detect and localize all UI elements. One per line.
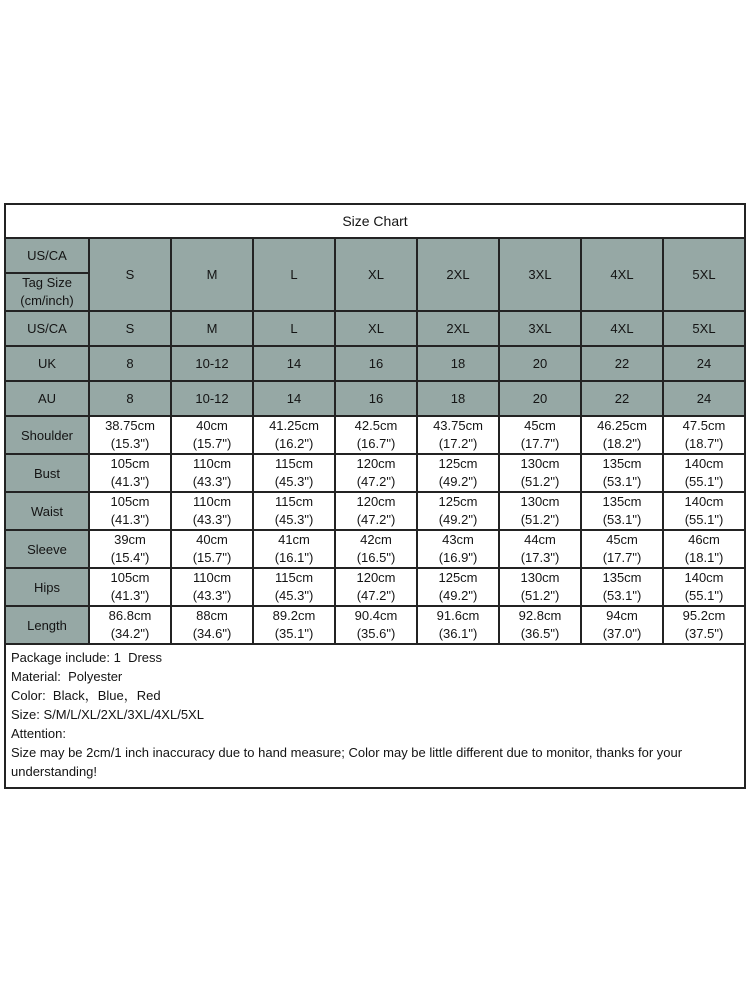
size-cell: 22 xyxy=(581,381,663,416)
notes-section xyxy=(4,645,746,789)
size-cell: 18 xyxy=(417,381,499,416)
note-color: Color: Black，Blue，Red xyxy=(11,688,161,703)
size-cell: S xyxy=(89,311,171,346)
measurement-cell: 140cm (55.1") xyxy=(663,568,745,606)
row-label-uk: UK xyxy=(5,346,89,381)
header-size-cell: XL xyxy=(335,238,417,311)
header-row-top xyxy=(5,238,745,273)
measurement-cell: 120cm (47.2") xyxy=(335,454,417,492)
measurement-cell: 41cm (16.1") xyxy=(253,530,335,568)
header-size-cell: M xyxy=(171,238,253,311)
measurement-row-waist xyxy=(5,492,745,530)
measurement-row-length xyxy=(5,606,745,644)
size-cell: 4XL xyxy=(581,311,663,346)
note-package-include: Package include: 1 Dress xyxy=(11,650,163,665)
measurement-cell: 43.75cm (17.2") xyxy=(417,416,499,454)
measurement-cell: 94cm (37.0") xyxy=(581,606,663,644)
row-label-usca: US/CA xyxy=(5,311,89,346)
measurement-cell: 105cm (41.3") xyxy=(89,492,171,530)
measurement-cell: 140cm (55.1") xyxy=(663,454,745,492)
header-size-cell: 3XL xyxy=(499,238,581,311)
row-label-bust: Bust xyxy=(5,454,89,492)
size-cell: 2XL xyxy=(417,311,499,346)
measurement-cell: 47.5cm (18.7") xyxy=(663,416,745,454)
header-size-cell: 4XL xyxy=(581,238,663,311)
measurement-cell: 90.4cm (35.6") xyxy=(335,606,417,644)
measurement-cell: 95.2cm (37.5") xyxy=(663,606,745,644)
measurement-cell: 105cm (41.3") xyxy=(89,568,171,606)
table-title: Size Chart xyxy=(5,204,745,238)
measurement-cell: 115cm (45.3") xyxy=(253,454,335,492)
size-chart-table xyxy=(4,203,746,645)
measurement-cell: 86.8cm (34.2") xyxy=(89,606,171,644)
measurement-cell: 110cm (43.3") xyxy=(171,454,253,492)
measurement-row-shoulder xyxy=(5,416,745,454)
size-cell: 20 xyxy=(499,381,581,416)
size-cell: 8 xyxy=(89,346,171,381)
measurement-cell: 45cm (17.7") xyxy=(499,416,581,454)
measurement-cell: 130cm (51.2") xyxy=(499,492,581,530)
measurement-cell: 130cm (51.2") xyxy=(499,454,581,492)
size-cell: 20 xyxy=(499,346,581,381)
tag-size-region-label: US/CA xyxy=(5,238,89,273)
size-cell: 24 xyxy=(663,381,745,416)
size-cell: 18 xyxy=(417,346,499,381)
size-cell: 14 xyxy=(253,346,335,381)
note-material: Material: Polyester xyxy=(11,669,123,684)
measurement-cell: 40cm (15.7") xyxy=(171,416,253,454)
row-label-length: Length xyxy=(5,606,89,644)
measurement-cell: 44cm (17.3") xyxy=(499,530,581,568)
measurement-cell: 46cm (18.1") xyxy=(663,530,745,568)
size-cell: 3XL xyxy=(499,311,581,346)
size-cell: 10-12 xyxy=(171,381,253,416)
size-chart-sheet xyxy=(4,203,746,789)
measurement-cell: 40cm (15.7") xyxy=(171,530,253,568)
measurement-cell: 115cm (45.3") xyxy=(253,568,335,606)
measurement-row-sleeve xyxy=(5,530,745,568)
size-cell: L xyxy=(253,311,335,346)
measurement-cell: 130cm (51.2") xyxy=(499,568,581,606)
measurement-cell: 91.6cm (36.1") xyxy=(417,606,499,644)
header-size-cell: S xyxy=(89,238,171,311)
measurement-cell: 125cm (49.2") xyxy=(417,492,499,530)
header-size-cell: L xyxy=(253,238,335,311)
measurement-cell: 46.25cm (18.2") xyxy=(581,416,663,454)
row-label-sleeve: Sleeve xyxy=(5,530,89,568)
measurement-cell: 125cm (49.2") xyxy=(417,568,499,606)
size-cell: XL xyxy=(335,311,417,346)
size-cell: 22 xyxy=(581,346,663,381)
note-disclaimer: Size may be 2cm/1 inch inaccuracy due to hand measure; Color may be little different due to monitor, thanks for your understanding! xyxy=(11,745,686,779)
row-label-shoulder: Shoulder xyxy=(5,416,89,454)
row-label-au: AU xyxy=(5,381,89,416)
measurement-cell: 135cm (53.1") xyxy=(581,568,663,606)
measurement-cell: 120cm (47.2") xyxy=(335,492,417,530)
size-cell: 24 xyxy=(663,346,745,381)
size-cell: M xyxy=(171,311,253,346)
size-row-usca xyxy=(5,311,745,346)
measurement-cell: 135cm (53.1") xyxy=(581,454,663,492)
note-attention: Attention: xyxy=(11,726,66,741)
size-cell: 14 xyxy=(253,381,335,416)
tag-size-unit-label: Tag Size (cm/inch) xyxy=(5,273,89,311)
size-cell: 16 xyxy=(335,381,417,416)
measurement-cell: 42cm (16.5") xyxy=(335,530,417,568)
measurement-cell: 110cm (43.3") xyxy=(171,568,253,606)
measurement-cell: 38.75cm (15.3") xyxy=(89,416,171,454)
measurement-cell: 110cm (43.3") xyxy=(171,492,253,530)
note-size: Size: S/M/L/XL/2XL/3XL/4XL/5XL xyxy=(11,707,204,722)
measurement-cell: 125cm (49.2") xyxy=(417,454,499,492)
row-label-waist: Waist xyxy=(5,492,89,530)
title-row xyxy=(5,204,745,238)
header-size-cell: 2XL xyxy=(417,238,499,311)
measurement-row-hips xyxy=(5,568,745,606)
measurement-cell: 135cm (53.1") xyxy=(581,492,663,530)
measurement-cell: 42.5cm (16.7") xyxy=(335,416,417,454)
measurement-cell: 115cm (45.3") xyxy=(253,492,335,530)
measurement-cell: 140cm (55.1") xyxy=(663,492,745,530)
measurement-cell: 41.25cm (16.2") xyxy=(253,416,335,454)
header-size-cell: 5XL xyxy=(663,238,745,311)
size-cell: 16 xyxy=(335,346,417,381)
measurement-cell: 89.2cm (35.1") xyxy=(253,606,335,644)
size-cell: 5XL xyxy=(663,311,745,346)
row-label-hips: Hips xyxy=(5,568,89,606)
measurement-cell: 39cm (15.4") xyxy=(89,530,171,568)
measurement-cell: 45cm (17.7") xyxy=(581,530,663,568)
measurement-cell: 105cm (41.3") xyxy=(89,454,171,492)
size-cell: 8 xyxy=(89,381,171,416)
size-row-uk xyxy=(5,346,745,381)
measurement-cell: 92.8cm (36.5") xyxy=(499,606,581,644)
measurement-row-bust xyxy=(5,454,745,492)
size-row-au xyxy=(5,381,745,416)
measurement-cell: 88cm (34.6") xyxy=(171,606,253,644)
measurement-cell: 43cm (16.9") xyxy=(417,530,499,568)
measurement-cell: 120cm (47.2") xyxy=(335,568,417,606)
size-cell: 10-12 xyxy=(171,346,253,381)
